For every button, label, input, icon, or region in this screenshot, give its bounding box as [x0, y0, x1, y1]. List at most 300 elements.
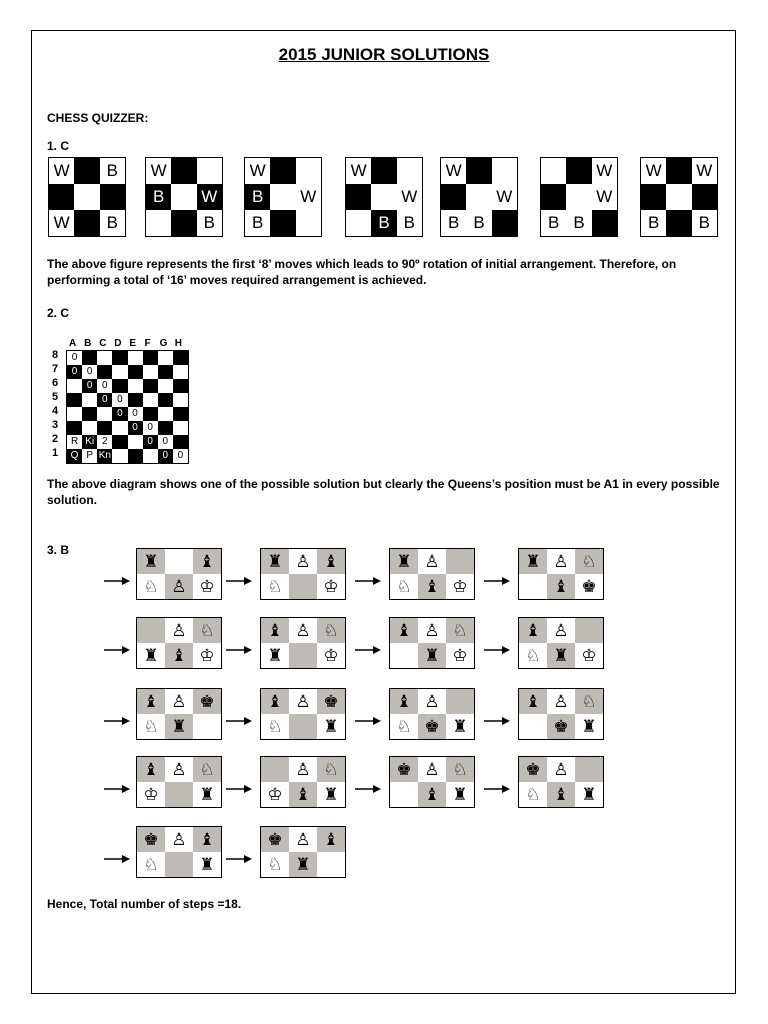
puzzle-board — [389, 617, 475, 669]
board-cell: ♜ — [137, 643, 165, 668]
q1-grid — [48, 157, 126, 237]
board-square — [173, 407, 188, 421]
board-square — [112, 365, 127, 379]
board-square — [67, 393, 82, 407]
q1-grid-cell: W — [346, 158, 371, 184]
board-cell: ♚ — [317, 689, 345, 714]
board-cell: ♘ — [137, 574, 165, 599]
q1-grid — [345, 157, 423, 237]
board-cell — [289, 574, 317, 599]
board-square — [112, 435, 127, 449]
arrow-right-icon — [104, 854, 130, 864]
puzzle-board — [260, 826, 346, 878]
board-square — [128, 449, 143, 463]
q1-grid-cell — [397, 158, 422, 184]
board-cell: ♝ — [193, 549, 221, 574]
q1-grid-cell — [197, 158, 222, 184]
section-heading: CHESS QUIZZER: — [47, 111, 149, 125]
board-cell: ♝ — [519, 689, 547, 714]
board-square: 0 — [173, 449, 188, 463]
board-cell: ♙ — [165, 689, 193, 714]
board-square: 0 — [97, 393, 112, 407]
arrow-right-icon — [226, 854, 252, 864]
board-cell: ♔ — [575, 643, 603, 668]
board-square — [158, 421, 173, 435]
board-cell: ♔ — [137, 782, 165, 807]
q1-grid-cell — [641, 184, 666, 210]
board-cell — [289, 714, 317, 739]
board-cell: ♚ — [137, 827, 165, 852]
board-cell — [575, 757, 603, 782]
q1-grid-cell: W — [592, 184, 617, 210]
board-cell — [289, 643, 317, 668]
q1-grid-cell: B — [146, 184, 171, 210]
board-cell: ♙ — [165, 827, 193, 852]
board-cell: ♘ — [137, 714, 165, 739]
board-cell: ♜ — [193, 782, 221, 807]
puzzle-board — [136, 548, 222, 600]
board-square — [97, 365, 112, 379]
row-label: 1 — [52, 447, 59, 459]
board-cell: ♝ — [547, 782, 575, 807]
board-cell: ♝ — [317, 549, 345, 574]
arrow-right-icon — [484, 716, 510, 726]
q1-grid-cell — [171, 158, 196, 184]
arrow-right-icon — [104, 784, 130, 794]
board-cell: ♔ — [261, 782, 289, 807]
q1-grid-cell: W — [592, 158, 617, 184]
column-label: G — [159, 338, 168, 349]
board-square — [173, 365, 188, 379]
board-square — [82, 421, 97, 435]
puzzle-board — [389, 688, 475, 740]
q1-grid — [244, 157, 322, 237]
board-cell: ♙ — [289, 618, 317, 643]
q1-grid-cell: W — [146, 158, 171, 184]
q1-grid-cell — [371, 184, 396, 210]
board-cell: ♜ — [446, 782, 474, 807]
board-square: 0 — [67, 351, 82, 365]
board-square — [173, 379, 188, 393]
board-cell: ♘ — [193, 757, 221, 782]
board-square — [128, 435, 143, 449]
board-square — [143, 351, 158, 365]
q1-grid-cell — [74, 210, 99, 236]
board-cell: ♝ — [519, 618, 547, 643]
board-cell: ♙ — [289, 757, 317, 782]
board-cell: ♙ — [418, 549, 446, 574]
q1-grid-cell — [592, 210, 617, 236]
q1-grid-cell: W — [492, 184, 517, 210]
q1-grid-cell: W — [296, 184, 321, 210]
board-square: P — [82, 449, 97, 463]
board-square — [128, 365, 143, 379]
q1-grid-cell — [666, 158, 691, 184]
board-cell: ♜ — [547, 643, 575, 668]
board-cell: ♝ — [261, 618, 289, 643]
board-cell: ♔ — [446, 643, 474, 668]
q1-grid-cell: B — [100, 158, 125, 184]
q1-grid-cell: W — [441, 158, 466, 184]
puzzle-board — [389, 756, 475, 808]
q1-grid-cell — [566, 184, 591, 210]
q1-grid-cell — [346, 210, 371, 236]
board-cell — [317, 852, 345, 877]
q1-grid-cell — [146, 210, 171, 236]
puzzle-board — [260, 688, 346, 740]
board-square — [158, 379, 173, 393]
board-square — [158, 365, 173, 379]
q1-grid — [440, 157, 518, 237]
puzzle-board — [389, 548, 475, 600]
column-label: E — [129, 338, 137, 349]
q1-grid-cell: W — [49, 158, 74, 184]
board-square — [143, 407, 158, 421]
q1-grid-cell: W — [245, 158, 270, 184]
board-square — [82, 393, 97, 407]
arrow-right-icon — [355, 716, 381, 726]
board-cell: ♔ — [193, 574, 221, 599]
board-square — [128, 393, 143, 407]
board-square: 0 — [143, 421, 158, 435]
row-label: 7 — [52, 363, 59, 375]
q1-grid-cell: B — [541, 210, 566, 236]
q1-grid-cell — [49, 184, 74, 210]
column-label: H — [174, 338, 182, 349]
board-cell: ♙ — [289, 549, 317, 574]
board-cell: ♘ — [317, 618, 345, 643]
puzzle-board — [136, 617, 222, 669]
board-square — [82, 407, 97, 421]
arrow-right-icon — [104, 645, 130, 655]
q1-grid-cell — [666, 184, 691, 210]
board-cell: ♜ — [261, 643, 289, 668]
q1-grid-cell: B — [466, 210, 491, 236]
board-cell — [446, 689, 474, 714]
board-square: 0 — [67, 365, 82, 379]
board-cell: ♚ — [193, 689, 221, 714]
arrow-right-icon — [355, 576, 381, 586]
board-square — [143, 379, 158, 393]
board-cell: ♜ — [261, 549, 289, 574]
board-square — [158, 351, 173, 365]
q1-grid-cell — [666, 210, 691, 236]
arrow-right-icon — [104, 576, 130, 586]
board-cell: ♘ — [519, 643, 547, 668]
arrow-right-icon — [226, 645, 252, 655]
q1-grid-cell: W — [49, 210, 74, 236]
board-cell: ♘ — [575, 689, 603, 714]
q1-grid-cell: W — [641, 158, 666, 184]
row-label: 3 — [52, 419, 59, 431]
board-square — [112, 351, 127, 365]
board-cell: ♙ — [165, 574, 193, 599]
board-cell: ♚ — [519, 757, 547, 782]
board-cell — [390, 643, 418, 668]
board-cell: ♘ — [193, 618, 221, 643]
board-cell: ♙ — [547, 689, 575, 714]
q1-grid-cell: W — [197, 184, 222, 210]
board-cell: ♚ — [547, 714, 575, 739]
board-square — [173, 435, 188, 449]
q1-grid-cell — [492, 158, 517, 184]
q1-grid-cell: B — [371, 210, 396, 236]
q1-grid-cell: W — [397, 184, 422, 210]
q1-grid-cell — [371, 158, 396, 184]
board-cell: ♙ — [418, 689, 446, 714]
board-cell: ♘ — [446, 618, 474, 643]
board-cell — [519, 574, 547, 599]
board-cell: ♘ — [390, 714, 418, 739]
arrow-right-icon — [104, 716, 130, 726]
q1-grid-cell: B — [397, 210, 422, 236]
board-square: 0 — [97, 379, 112, 393]
conclusion-text: Hence, Total number of steps =18. — [47, 897, 242, 911]
row-label: 5 — [52, 391, 59, 403]
board-cell: ♜ — [575, 782, 603, 807]
board-square — [173, 393, 188, 407]
arrow-right-icon — [226, 784, 252, 794]
q1-grid-cell — [541, 184, 566, 210]
q1-grid-cell — [270, 158, 295, 184]
puzzle-board — [136, 688, 222, 740]
row-label: 6 — [52, 377, 59, 389]
board-cell: ♙ — [547, 618, 575, 643]
board-square — [143, 365, 158, 379]
board-cell: ♚ — [418, 714, 446, 739]
board-cell: ♜ — [317, 714, 345, 739]
board-cell: ♚ — [575, 574, 603, 599]
q2-label: 2. C — [47, 306, 70, 320]
board-square: 0 — [128, 407, 143, 421]
board-cell — [261, 757, 289, 782]
board-square: R — [67, 435, 82, 449]
board-cell — [137, 618, 165, 643]
q1-label: 1. C — [47, 139, 70, 153]
board-square: 0 — [143, 435, 158, 449]
chessboard-8x8 — [66, 350, 189, 464]
board-cell: ♘ — [261, 714, 289, 739]
board-cell: ♝ — [193, 827, 221, 852]
board-square — [97, 351, 112, 365]
board-square: 0 — [82, 379, 97, 393]
board-cell: ♙ — [289, 689, 317, 714]
board-cell — [193, 714, 221, 739]
q1-grid-cell — [74, 184, 99, 210]
column-label: A — [69, 338, 77, 349]
row-label: 8 — [52, 349, 59, 361]
board-cell: ♝ — [261, 689, 289, 714]
q1-grid — [145, 157, 223, 237]
board-cell: ♜ — [519, 549, 547, 574]
puzzle-board — [136, 826, 222, 878]
board-cell: ♜ — [289, 852, 317, 877]
arrow-right-icon — [355, 784, 381, 794]
q1-grid-cell — [492, 210, 517, 236]
board-square: Ki — [82, 435, 97, 449]
board-square — [158, 393, 173, 407]
board-cell: ♘ — [137, 852, 165, 877]
q1-grid-cell — [692, 184, 717, 210]
q1-grid — [640, 157, 718, 237]
board-cell: ♝ — [137, 689, 165, 714]
puzzle-board — [260, 617, 346, 669]
q3-label: 3. B — [47, 543, 70, 557]
board-cell: ♝ — [418, 782, 446, 807]
board-square: 0 — [112, 393, 127, 407]
board-cell: ♝ — [390, 618, 418, 643]
board-cell: ♜ — [165, 714, 193, 739]
board-square — [97, 421, 112, 435]
board-square — [112, 421, 127, 435]
q1-grid-cell — [171, 210, 196, 236]
board-square: 2 — [97, 435, 112, 449]
board-cell: ♙ — [418, 757, 446, 782]
board-cell: ♜ — [446, 714, 474, 739]
board-cell: ♜ — [137, 549, 165, 574]
arrow-right-icon — [484, 645, 510, 655]
q1-grid-cell — [441, 184, 466, 210]
board-square: 0 — [82, 365, 97, 379]
board-cell: ♙ — [547, 757, 575, 782]
puzzle-board — [136, 756, 222, 808]
puzzle-board — [518, 617, 604, 669]
board-cell — [519, 714, 547, 739]
board-cell: ♝ — [289, 782, 317, 807]
board-cell: ♜ — [575, 714, 603, 739]
board-cell: ♙ — [165, 757, 193, 782]
column-label: F — [144, 338, 151, 349]
board-cell: ♙ — [418, 618, 446, 643]
q1-grid-cell — [100, 184, 125, 210]
q1-grid-cell: B — [245, 210, 270, 236]
board-square: 0 — [112, 407, 127, 421]
board-cell: ♙ — [165, 618, 193, 643]
board-square — [67, 421, 82, 435]
board-cell: ♝ — [390, 689, 418, 714]
board-square: Q — [67, 449, 82, 463]
board-cell — [575, 618, 603, 643]
q1-grid-cell — [566, 158, 591, 184]
q1-grid-cell — [541, 158, 566, 184]
board-square — [67, 407, 82, 421]
board-cell: ♝ — [547, 574, 575, 599]
board-square — [112, 449, 127, 463]
q1-grid-cell: B — [566, 210, 591, 236]
q1-grid-cell: W — [692, 158, 717, 184]
column-label: C — [99, 338, 107, 349]
board-cell: ♘ — [261, 574, 289, 599]
board-cell — [165, 852, 193, 877]
puzzle-board — [518, 688, 604, 740]
board-cell: ♝ — [165, 643, 193, 668]
board-cell: ♔ — [446, 574, 474, 599]
column-label: B — [84, 338, 92, 349]
q1-grid-cell: B — [100, 210, 125, 236]
board-cell: ♔ — [317, 574, 345, 599]
board-cell: ♝ — [418, 574, 446, 599]
q1-grid-cell: B — [197, 210, 222, 236]
column-label: D — [114, 338, 122, 349]
page-title: 2015 JUNIOR SOLUTIONS — [278, 45, 490, 64]
board-square — [143, 393, 158, 407]
board-cell: ♜ — [390, 549, 418, 574]
q1-grid-cell: B — [245, 184, 270, 210]
q1-explanation: The above figure represents the first ‘8’ moves which leads to 90º rotation of initial arrangement. Therefore, on performing a total of ‘16’ moves required arrangement is achieved. — [47, 257, 677, 287]
board-cell: ♘ — [446, 757, 474, 782]
q1-grid-cell — [270, 184, 295, 210]
q1-grid-cell: B — [641, 210, 666, 236]
arrow-right-icon — [226, 716, 252, 726]
arrow-right-icon — [226, 576, 252, 586]
arrow-right-icon — [484, 576, 510, 586]
board-square: Kn — [98, 450, 111, 461]
row-label: 2 — [52, 433, 59, 445]
board-cell: ♚ — [390, 757, 418, 782]
q2-explanation: The above diagram shows one of the possible solution but clearly the Queens’s position must be A1 in every possible solution. — [47, 477, 720, 507]
board-square — [82, 351, 97, 365]
board-square — [112, 379, 127, 393]
puzzle-board — [260, 548, 346, 600]
board-cell: ♘ — [390, 574, 418, 599]
board-cell — [446, 549, 474, 574]
puzzle-board — [518, 756, 604, 808]
board-cell: ♘ — [261, 852, 289, 877]
q1-grid-cell: B — [441, 210, 466, 236]
board-square — [128, 351, 143, 365]
board-square: 0 — [158, 449, 173, 463]
board-cell: ♔ — [317, 643, 345, 668]
board-square: 0 — [158, 435, 173, 449]
arrow-right-icon — [484, 784, 510, 794]
q1-grid-cell — [171, 184, 196, 210]
board-cell: ♘ — [575, 549, 603, 574]
board-cell: ♚ — [261, 827, 289, 852]
board-cell — [390, 782, 418, 807]
board-cell: ♜ — [193, 852, 221, 877]
board-cell: ♙ — [547, 549, 575, 574]
q1-grid-cell — [466, 184, 491, 210]
board-cell: ♘ — [519, 782, 547, 807]
puzzle-board — [260, 756, 346, 808]
board-square — [128, 379, 143, 393]
board-cell: ♜ — [418, 643, 446, 668]
board-cell — [165, 782, 193, 807]
q1-grid-cell — [346, 184, 371, 210]
board-square — [97, 407, 112, 421]
board-square — [173, 351, 188, 365]
q1-grid-cell — [466, 158, 491, 184]
board-cell: ♜ — [317, 782, 345, 807]
q1-grid-cell — [296, 210, 321, 236]
board-square — [173, 421, 188, 435]
board-cell: ♝ — [137, 757, 165, 782]
row-label: 4 — [52, 405, 59, 417]
board-square — [143, 449, 158, 463]
board-square — [158, 407, 173, 421]
arrow-right-icon — [355, 645, 381, 655]
q1-grid-cell — [74, 158, 99, 184]
board-square — [67, 379, 82, 393]
board-cell: ♝ — [317, 827, 345, 852]
q1-grid — [540, 157, 618, 237]
board-cell: ♔ — [193, 643, 221, 668]
board-cell: ♙ — [289, 827, 317, 852]
q1-grid-cell: B — [692, 210, 717, 236]
board-cell — [165, 549, 193, 574]
q1-grid-cell — [270, 210, 295, 236]
puzzle-board — [518, 548, 604, 600]
